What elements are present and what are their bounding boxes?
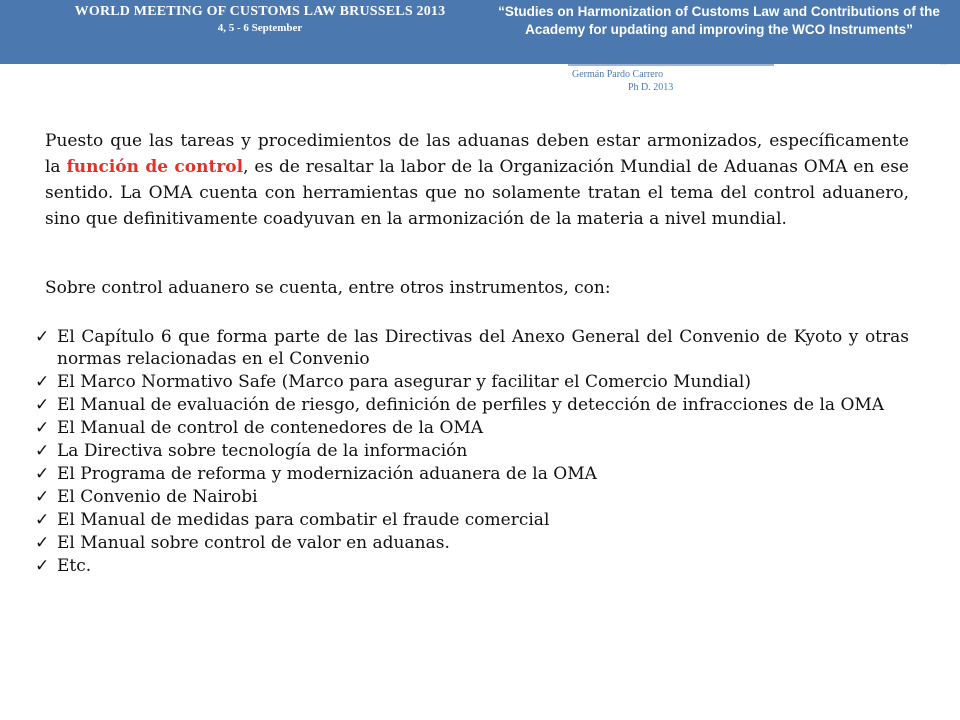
highlighted-term: función de control xyxy=(66,157,244,177)
checkmark-icon: ✓ xyxy=(35,487,50,507)
slide-content xyxy=(35,128,909,578)
list-item-text: La Directiva sobre tecnología de la información xyxy=(57,441,468,461)
author-block xyxy=(572,68,712,94)
checkmark-icon: ✓ xyxy=(35,395,50,415)
event-dates: 4, 5 - 6 September xyxy=(217,22,303,34)
checkmark-icon: ✓ xyxy=(35,533,50,553)
list-item xyxy=(35,394,909,416)
checkmark-icon: ✓ xyxy=(35,556,50,576)
event-title: WORLD MEETING OF CUSTOMS LAW BRUSSELS 2013 xyxy=(74,4,446,19)
author-name: Germán Pardo Carrero xyxy=(572,69,664,80)
list-item-text: El Manual de control de contenedores de la OMA xyxy=(57,418,484,438)
list-item xyxy=(35,555,909,577)
checkmark-icon: ✓ xyxy=(35,372,50,392)
checkmark-icon: ✓ xyxy=(35,418,50,438)
checkmark-icon: ✓ xyxy=(35,441,50,461)
list-item-text: El Marco Normativo Safe (Marco para asegurar y facilitar el Comercio Mundial) xyxy=(57,372,751,392)
list-item xyxy=(35,532,909,554)
author-degree: Ph D. 2013 xyxy=(628,82,674,93)
paragraph-text-start: Puesto que las tareas y procedimientos de las aduanas deben estar armonizados, específicamente la xyxy=(45,131,909,177)
list-item-text: El Manual de medidas para combatir el fraude comercial xyxy=(57,510,550,530)
list-item xyxy=(35,417,909,439)
instrument-list xyxy=(35,326,909,577)
list-item xyxy=(35,326,909,370)
checkmark-icon: ✓ xyxy=(35,327,50,347)
list-item-text: El Capítulo 6 que forma parte de las Directivas del Anexo General del Convenio de Kyoto y otras normas relacionadas en el Convenio xyxy=(57,327,909,369)
list-item-text: El Manual sobre control de valor en aduanas. xyxy=(57,533,450,553)
list-item-text: Etc. xyxy=(57,556,92,576)
list-item xyxy=(35,486,909,508)
corner-mark: .... xyxy=(940,60,948,67)
list-item xyxy=(35,463,909,485)
checkmark-icon: ✓ xyxy=(35,464,50,484)
list-item xyxy=(35,371,909,393)
event-header xyxy=(0,4,520,34)
intro-paragraph xyxy=(45,128,909,232)
list-item-text: El Manual de evaluación de riesgo, definición de perfiles y detección de infracciones de la OMA xyxy=(57,395,885,415)
list-item xyxy=(35,509,909,531)
list-item-text: El Convenio de Nairobi xyxy=(57,487,258,507)
list-intro: Sobre control aduanero se cuenta, entre otros instrumentos, con: xyxy=(45,278,611,298)
header-bar xyxy=(0,0,960,64)
paragraph-text-end: , es de resaltar la labor de la Organización Mundial de Aduanas OMA en ese sentido. La OMA cuenta con herramientas que no solamente tratan el tema del control aduanero, sino que definitivamente coadyuvan en la armonización de la materia a nivel mundial. xyxy=(45,157,909,229)
decorative-strip xyxy=(568,64,774,66)
checkmark-icon: ✓ xyxy=(35,510,50,530)
list-item-text: El Programa de reforma y modernización aduanera de la OMA xyxy=(57,464,597,484)
list-item xyxy=(35,440,909,462)
presentation-title: “Studies on Harmonization of Customs Law and Contributions of the Academy for updating and improving the WCO Instruments” xyxy=(498,4,940,37)
